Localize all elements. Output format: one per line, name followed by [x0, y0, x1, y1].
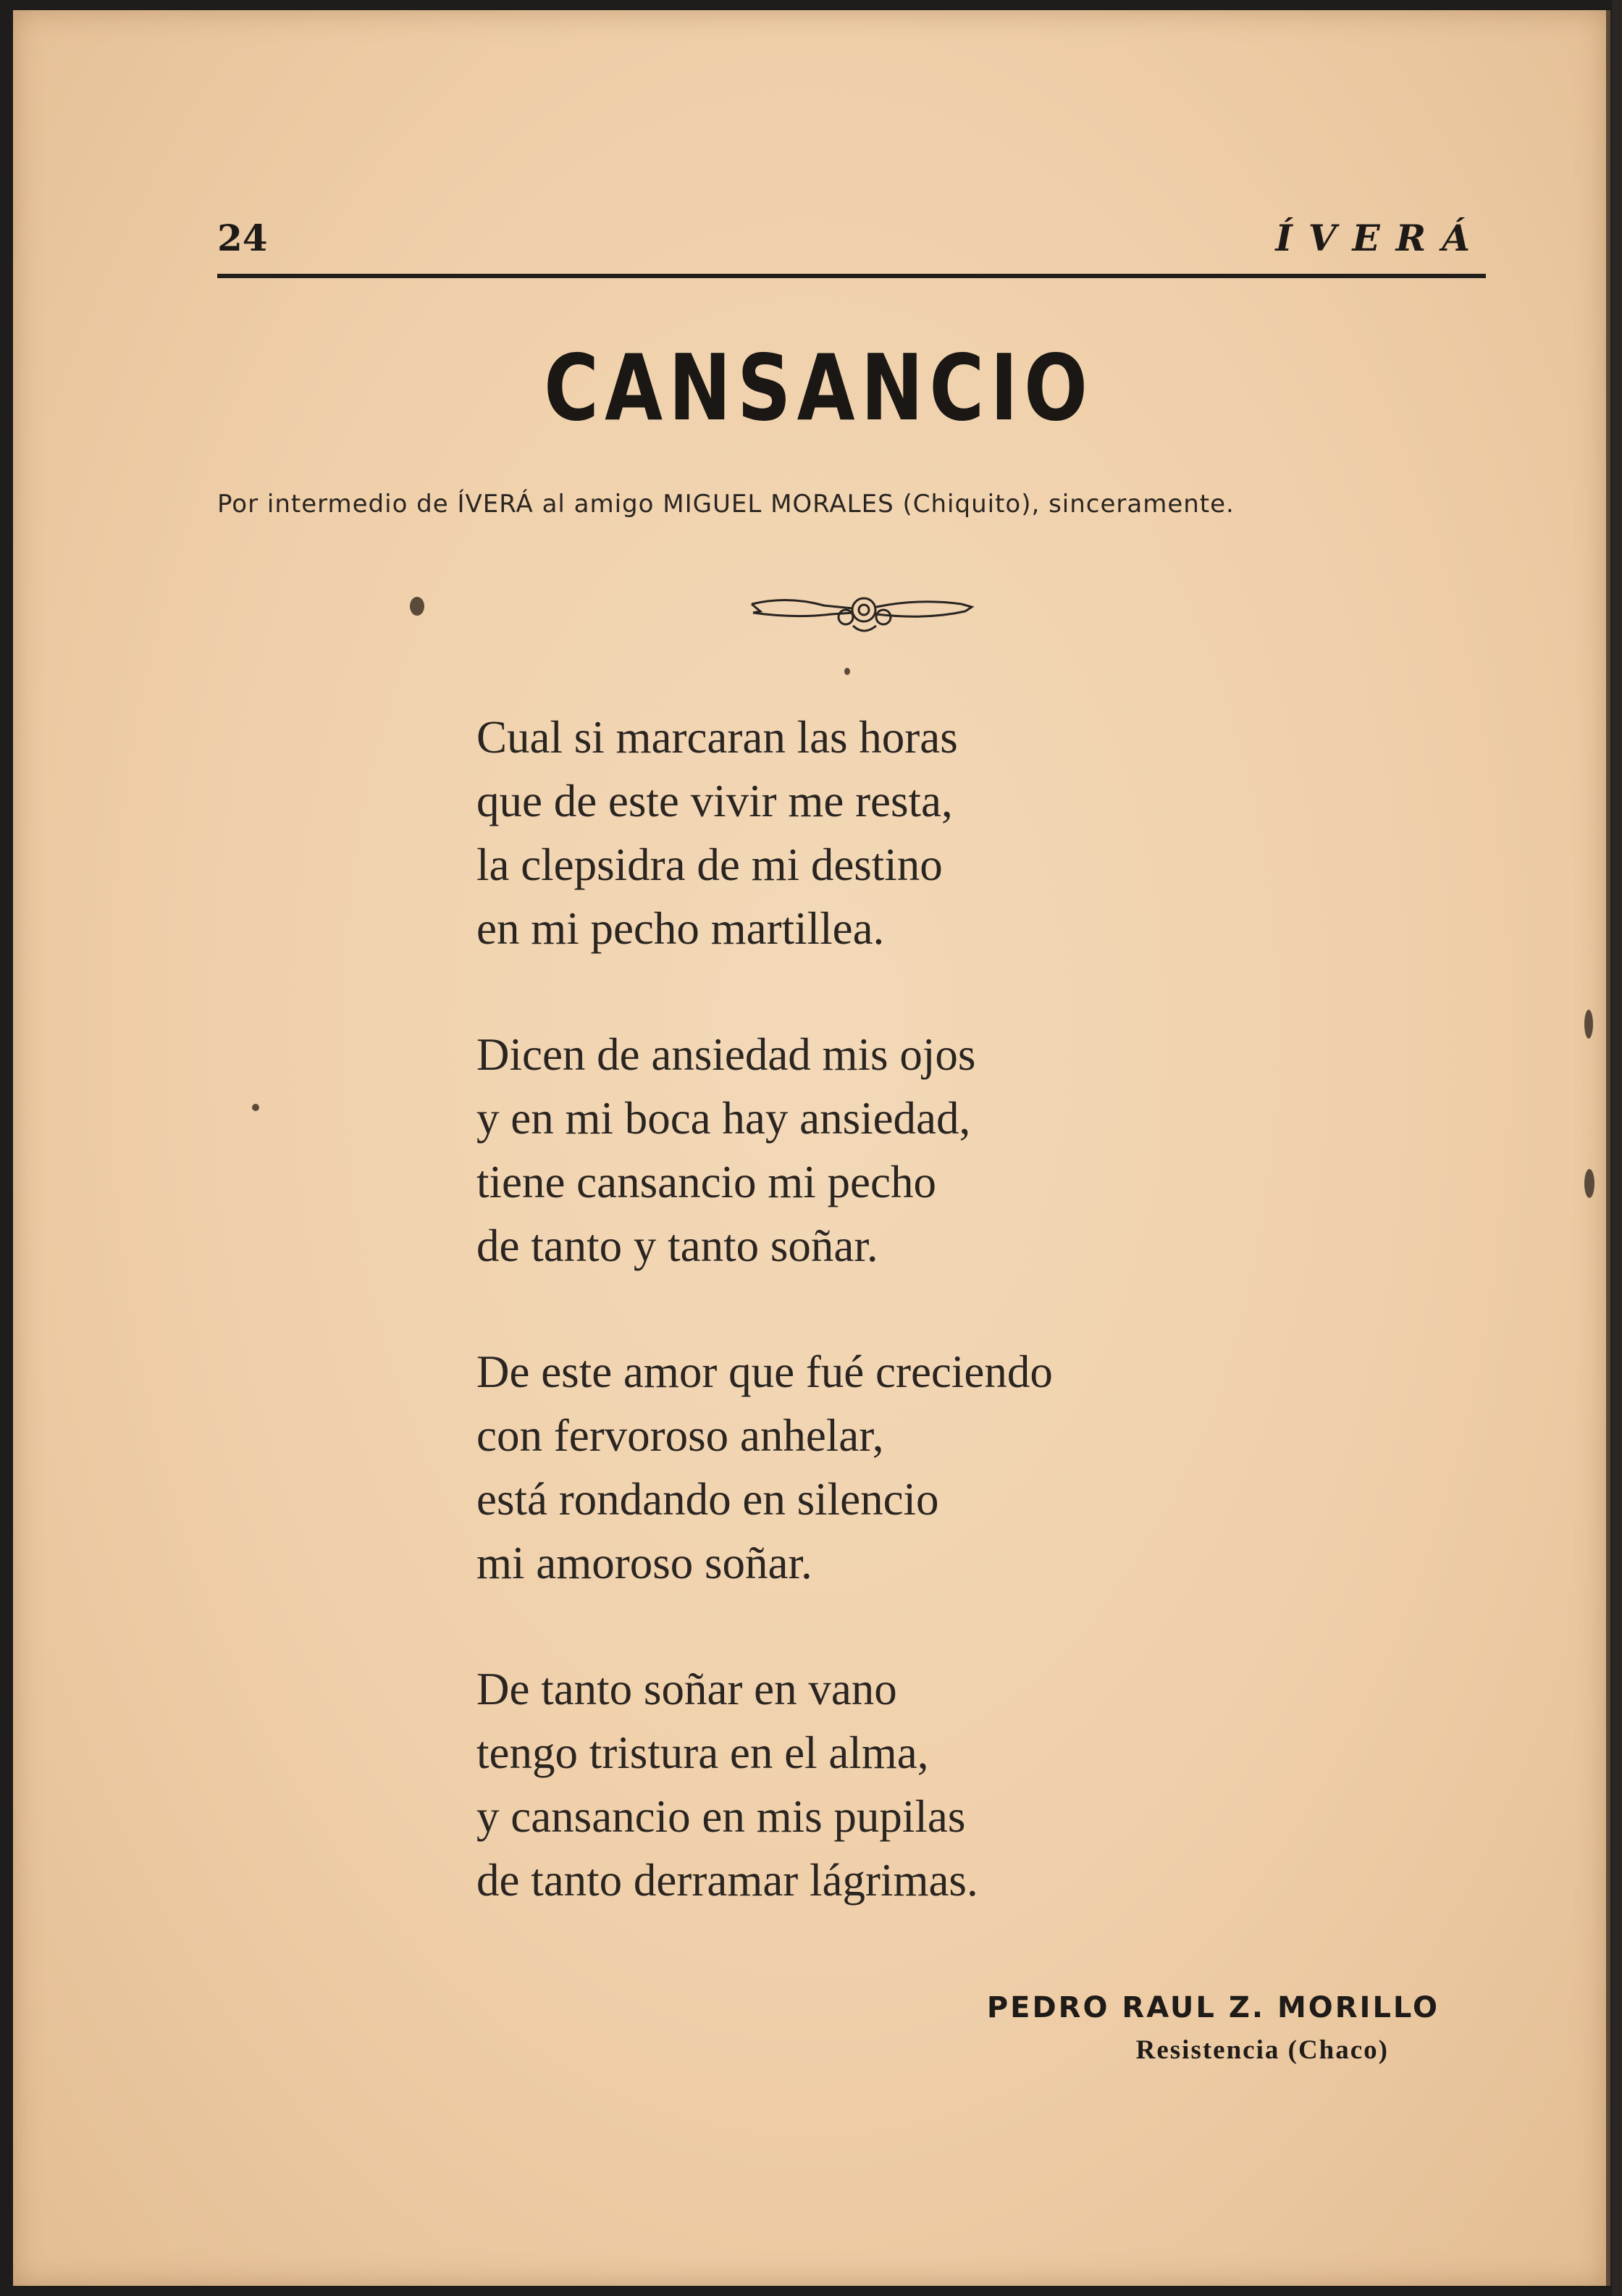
verse-line: Cual si marcaran las horas	[476, 712, 958, 763]
ink-speck	[410, 597, 424, 616]
verse-line: de tanto y tanto soñar.	[476, 1220, 878, 1271]
stanza	[476, 1340, 1345, 1595]
verse-line: tiene cansancio mi pecho	[476, 1157, 936, 1207]
stanza	[476, 1023, 1345, 1278]
floral-ornament-icon	[744, 582, 976, 640]
header-rule	[217, 274, 1486, 278]
verse-line: en mi pecho martillea.	[476, 903, 885, 954]
dedication: Por intermedio de ÍVERÁ al amigo MIGUEL MORALES (Chiquito), sinceramente.	[217, 490, 1235, 519]
stanza	[476, 705, 1345, 960]
verse-line: está rondando en silencio	[476, 1474, 939, 1525]
ink-speck	[844, 668, 850, 675]
ink-speck	[1584, 1169, 1594, 1198]
journal-name: ÍVERÁ	[1275, 217, 1486, 259]
ink-speck	[1584, 1010, 1593, 1039]
stanza	[476, 1657, 1345, 1912]
verse-line: Dicen de ansiedad mis ojos	[476, 1029, 976, 1080]
verse-line: de tanto derramar lágrimas.	[476, 1855, 978, 1906]
author-location: Resistencia (Chaco)	[1135, 2035, 1389, 2065]
page	[13, 10, 1610, 2286]
verse-line: y cansancio en mis pupilas	[476, 1791, 966, 1842]
verse-line: tengo tristura en el alma,	[476, 1727, 929, 1778]
verse-line: De este amor que fué creciendo	[476, 1346, 1053, 1397]
background-edge	[1612, 0, 1622, 2296]
verse-line: mi amoroso soñar.	[476, 1538, 812, 1588]
page-number: 24	[217, 217, 268, 259]
poem-body	[476, 705, 1345, 1974]
signature-block	[987, 1991, 1440, 2066]
verse-line: la clepsidra de mi destino	[476, 839, 943, 890]
ink-speck	[252, 1104, 259, 1111]
running-head	[217, 209, 1486, 267]
verse-line: y en mi boca hay ansiedad,	[476, 1093, 971, 1144]
author-name: PEDRO RAUL Z. MORILLO	[986, 1991, 1440, 2024]
verse-line: De tanto soñar en vano	[476, 1664, 897, 1714]
verse-line: con fervoroso anhelar,	[476, 1410, 884, 1461]
verse-line: que de este vivir me resta,	[476, 776, 953, 826]
poem-title: CANSANCIO	[544, 335, 1094, 441]
